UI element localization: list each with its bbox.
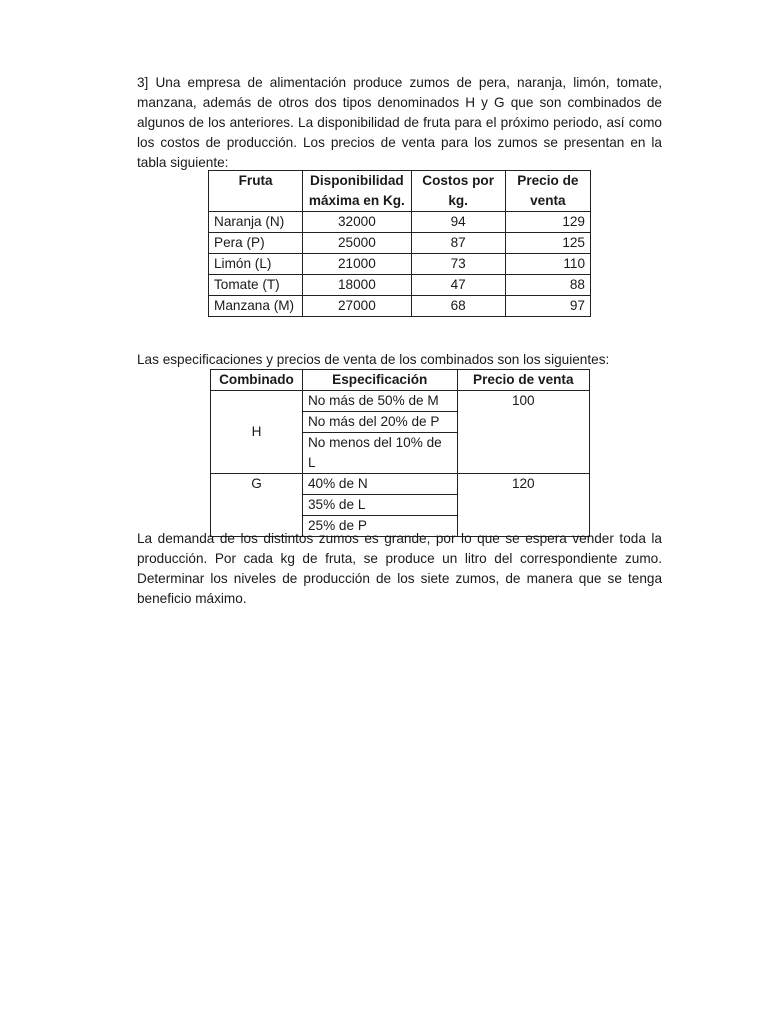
combo-header-price: Precio de venta [457, 370, 589, 391]
combo-header-name: Combinado [211, 370, 303, 391]
combo-price-g: 120 [457, 474, 589, 537]
table-row [209, 296, 591, 317]
table-row [209, 212, 591, 233]
fruit-header-availability: Disponibilidad máxima en Kg. [303, 171, 411, 212]
spec-cell: 35% de L [302, 495, 457, 516]
fruit-name-cell: Limón (L) [209, 254, 303, 275]
table-row [211, 474, 590, 495]
combo-name-g: G [211, 474, 303, 537]
spec-cell: 25% de P [302, 516, 457, 537]
availability-cell: 27000 [303, 296, 411, 317]
fruit-header-price: Precio de venta [505, 171, 590, 212]
fruit-name-cell: Pera (P) [209, 233, 303, 254]
closing-statement: La demanda de los distintos zumos es grande, por lo que se espera vender toda la producción. Por cada kg de fruta, se produce un litro del correspondiente zumo. Determinar los niveles de producción de los siete zumos, de manera que se tenga beneficio máximo. [137, 531, 662, 606]
combo-header-spec: Especificación [302, 370, 457, 391]
combined-juices-table [210, 369, 590, 537]
spec-cell: No más de 50% de M [302, 391, 457, 412]
availability-cell: 25000 [303, 233, 411, 254]
fruit-header-cost: Costos por kg. [411, 171, 505, 212]
combo-table-header-row [211, 370, 590, 391]
spec-cell: 40% de N [302, 474, 457, 495]
cost-cell: 47 [411, 275, 505, 296]
price-cell: 88 [505, 275, 590, 296]
cost-cell: 68 [411, 296, 505, 317]
fruit-name-cell: Naranja (N) [209, 212, 303, 233]
combo-name-h: H [211, 391, 303, 474]
price-cell: 129 [505, 212, 590, 233]
fruit-name-cell: Manzana (M) [209, 296, 303, 317]
table-row [211, 391, 590, 412]
price-cell: 97 [505, 296, 590, 317]
spec-cell: No menos del 10% de L [302, 433, 457, 474]
specifications-intro: Las especificaciones y precios de venta de los combinados son los siguientes: [137, 352, 610, 367]
combo-price-h: 100 [457, 391, 589, 474]
cost-cell: 94 [411, 212, 505, 233]
availability-cell: 32000 [303, 212, 411, 233]
cost-cell: 87 [411, 233, 505, 254]
price-cell: 110 [505, 254, 590, 275]
fruit-header-fruit: Fruta [209, 171, 303, 212]
table-row [209, 254, 591, 275]
problem-statement: 3] Una empresa de alimentación produce zumos de pera, naranja, limón, tomate, manzana, además de otros dos tipos denominados H y G que son combinados de algunos de los anteriores. La disponibilidad de fruta para el próximo periodo, así como los costos de producción. Los precios de venta para los zumos se presentan en la tabla siguiente: [137, 75, 662, 170]
fruit-table [208, 170, 591, 317]
availability-cell: 18000 [303, 275, 411, 296]
table-row [209, 275, 591, 296]
price-cell: 125 [505, 233, 590, 254]
spec-cell: No más del 20% de P [302, 412, 457, 433]
availability-cell: 21000 [303, 254, 411, 275]
fruit-table-header-row [209, 171, 591, 212]
cost-cell: 73 [411, 254, 505, 275]
table-row [209, 233, 591, 254]
fruit-name-cell: Tomate (T) [209, 275, 303, 296]
